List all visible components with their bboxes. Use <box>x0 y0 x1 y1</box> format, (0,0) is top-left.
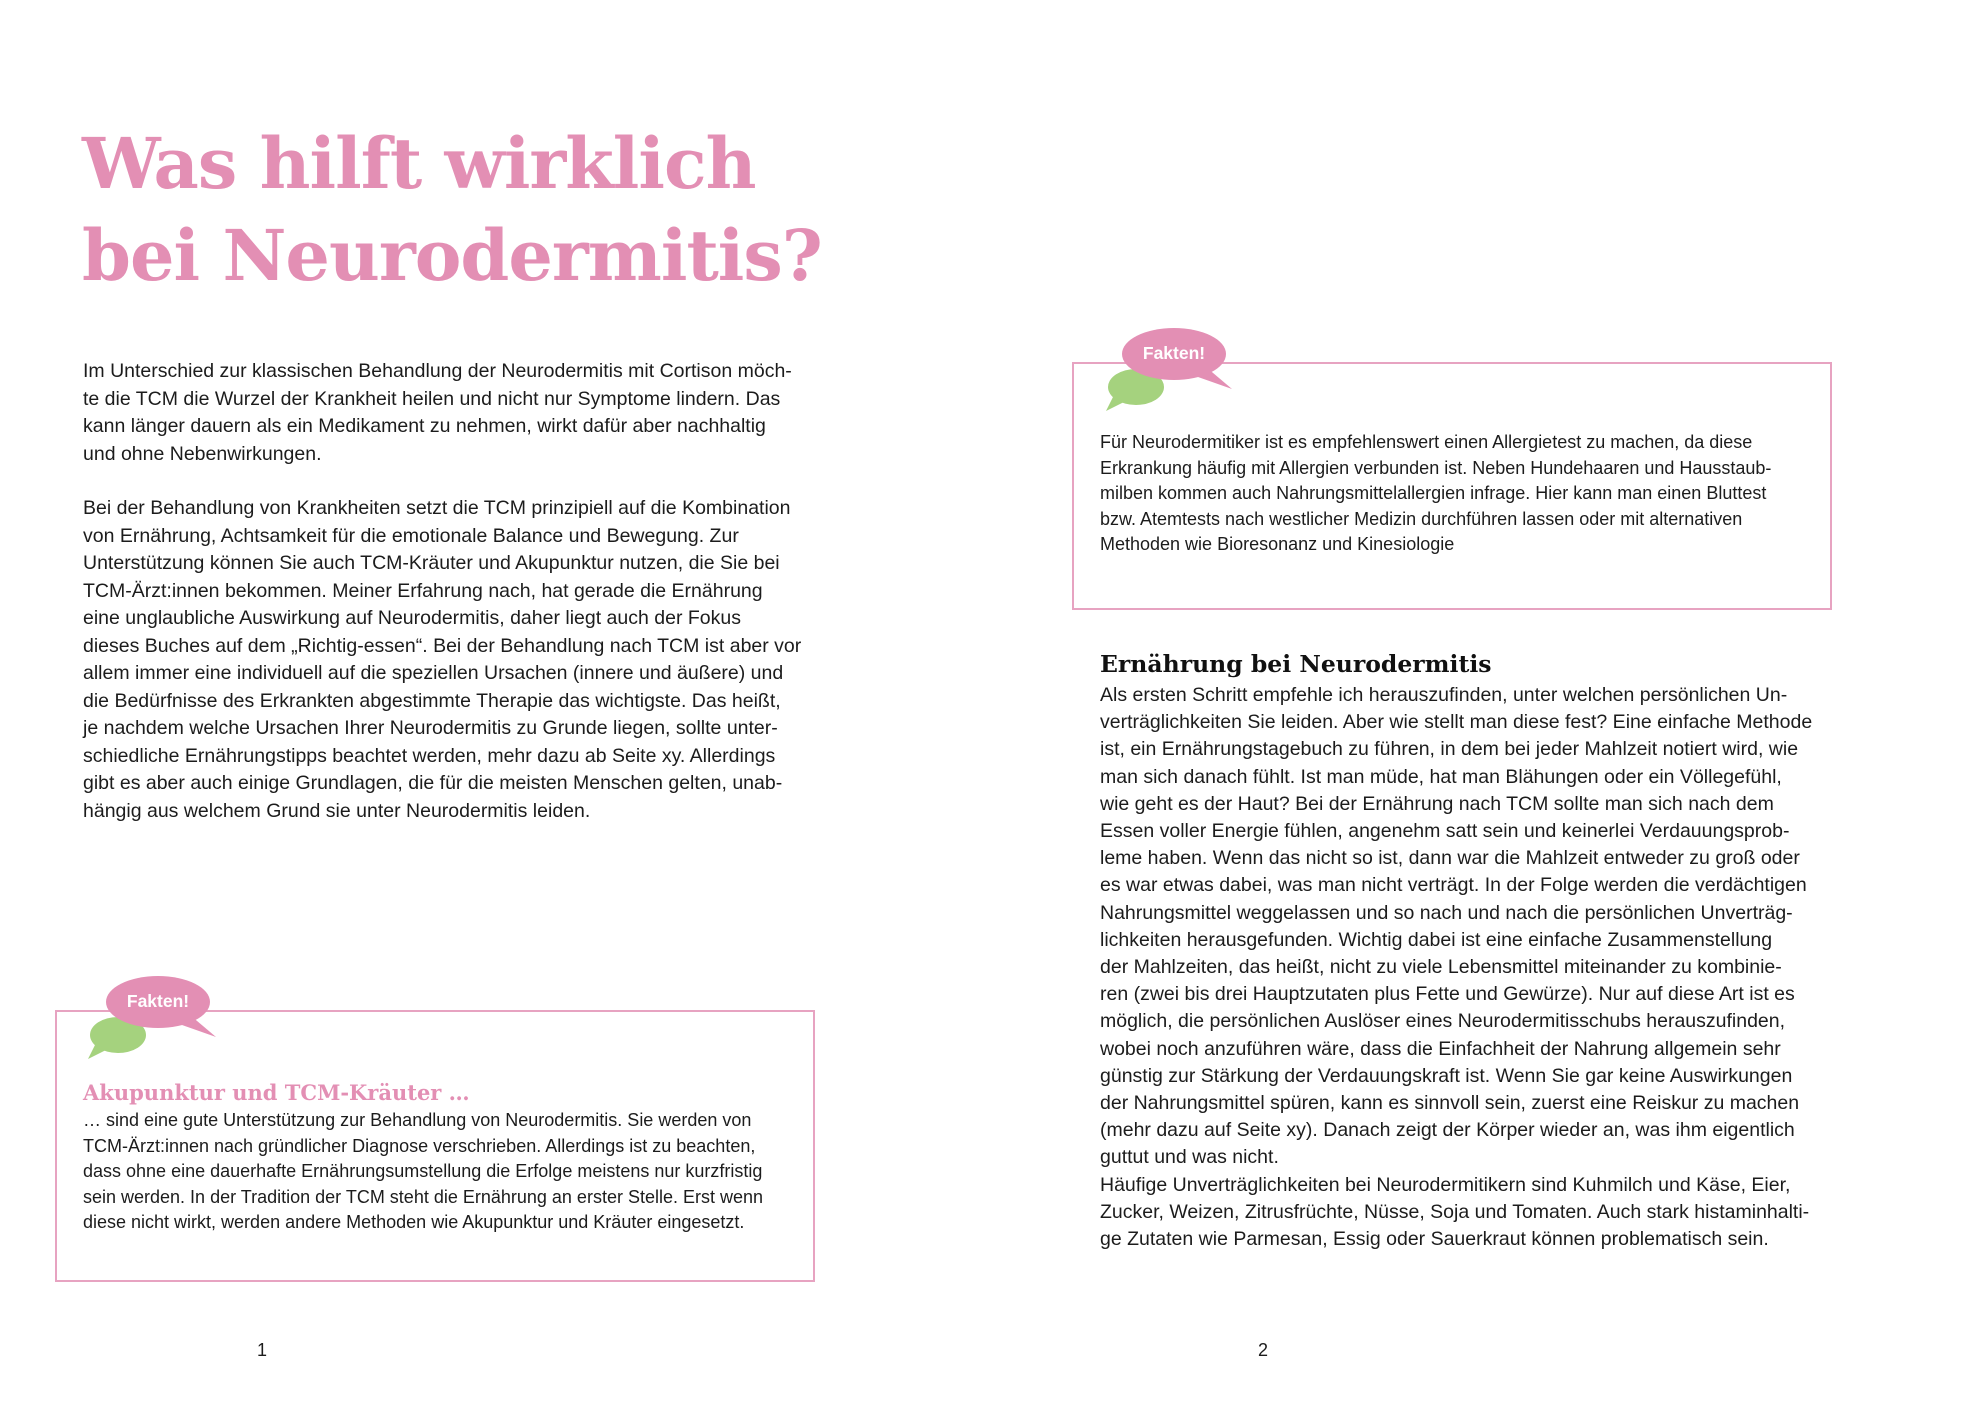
text-line: es war etwas dabei, was man nicht verträgt. In der Folge werden die verdächtigen <box>1100 874 1807 897</box>
text-line: Bei der Behandlung von Krankheiten setzt die TCM prinzipiell auf die Kombination <box>83 497 791 519</box>
text-line: von Ernährung, Achtsamkeit für die emotionale Balance und Bewegung. Zur <box>83 524 739 547</box>
text-line: leme haben. Wenn das nicht so ist, dann war die Mahlzeit entweder zu groß oder <box>1100 847 1800 870</box>
text-line: Methoden wie Bioresonanz und Kinesiologie <box>1100 534 1455 555</box>
text-line: möglich, die persönlichen Auslöser eines Neurodermitisschubs herauszufinden, <box>1100 1010 1786 1033</box>
text-line: Nahrungsmittel weggelassen und so nach und nach die persönlichen Unverträg- <box>1100 901 1793 924</box>
text-line: Im Unterschied zur klassischen Behandlung der Neurodermitis mit Cortison möch- <box>83 360 792 382</box>
text-line: allem immer eine individuell auf die speziellen Ursachen (innere und äußere) und <box>83 662 784 684</box>
text-line: lichkeiten herausgefunden. Wichtig dabei ist eine einfache Zusammenstellung <box>1100 928 1773 951</box>
fact-box-right-text <box>1100 430 1771 558</box>
fact-box-left-heading: Akupunktur und TCM-Kräuter … <box>83 1080 470 1105</box>
text-line: Für Neurodermitiker ist es empfehlenswert einen Allergietest zu machen, da diese <box>1100 432 1753 452</box>
text-line: gibt es aber auch einige Grundlagen, die für die meisten Menschen gelten, unab- <box>83 772 783 794</box>
section-body <box>1100 682 1840 1253</box>
text-line: Als ersten Schritt empfehle ich herauszufinden, unter welchen persönlichen Un- <box>1100 684 1788 706</box>
text-line: dieses Buches auf dem „Richtig-essen“. Bei der Behandlung nach TCM ist aber vor <box>83 634 802 657</box>
section-heading: Ernährung bei Neurodermitis <box>1100 650 1492 678</box>
text-line: ren (zwei bis drei Hauptzutaten plus Fette und Gewürze). Nur auf diese Art ist es <box>1100 983 1795 1006</box>
page-number-right: 2 <box>1258 1340 1269 1360</box>
text-line: Erkrankung häufig mit Allergien verbunden ist. Neben Hundehaaren und Hausstaub- <box>1100 457 1772 478</box>
text-line: … sind eine gute Unterstützung zur Behandlung von Neurodermitis. Sie werden von <box>83 1110 752 1130</box>
text-line: TCM-Ärzt:innen bekommen. Meiner Erfahrung nach, hat gerade die Ernährung <box>83 579 763 602</box>
fact-box-left-text <box>83 1108 763 1236</box>
page-title <box>82 118 822 302</box>
text-line: verträglichkeiten Sie leiden. Aber wie stellt man diese fest? Eine einfache Methode <box>1100 711 1813 734</box>
text-line: je nachdem welche Ursachen Ihrer Neurodermitis zu Grunde liegen, sollte unter- <box>83 717 778 739</box>
intro-paragraph-2 <box>83 495 823 825</box>
text-line: der Nahrungsmittel spüren, kann es sinnvoll sein, zuerst eine Reiskur zu machen <box>1100 1092 1800 1115</box>
text-line: der Mahlzeiten, das heißt, nicht zu viele Lebensmittel miteinander zu kombinie- <box>1100 956 1782 979</box>
text-line: sein werden. In der Tradition der TCM steht die Ernährung an erster Stelle. Erst wenn <box>83 1186 764 1207</box>
text-line: Häufige Unverträglichkeiten bei Neurodermitikern sind Kuhmilch und Käse, Eier, <box>1100 1173 1791 1196</box>
text-line: hängig aus welchem Grund sie unter Neurodermitis leiden. <box>83 799 591 822</box>
text-line: und ohne Nebenwirkungen. <box>83 442 322 465</box>
text-line: günstig zur Stärkung der Verdauungskraft ist. Wenn Sie gar keine Auswirkungen <box>1100 1064 1793 1087</box>
text-line: kann länger dauern als ein Medikament zu nehmen, wirkt dafür aber nachhaltig <box>83 415 766 437</box>
text-line: Zucker, Weizen, Zitrusfrüchte, Nüsse, Soja und Tomaten. Auch stark histaminhalti- <box>1100 1200 1810 1223</box>
text-line: guttut und was nicht. <box>1100 1146 1279 1169</box>
text-line: ist, ein Ernährungstagebuch zu führen, in dem bei jeder Mahlzeit notiert wird, wie <box>1100 738 1799 761</box>
text-line: schiedliche Ernährungstipps beachtet werden, mehr dazu ab Seite xy. Allerdings <box>83 744 776 767</box>
page-number-left: 1 <box>257 1340 268 1360</box>
text-line: Essen voller Energie fühlen, angenehm satt sein und keinerlei Verdauungsprob- <box>1100 820 1790 843</box>
text-line: eine unglaubliche Auswirkung auf Neurodermitis, daher liegt auch der Fokus <box>83 607 741 629</box>
text-line: milben kommen auch Nahrungsmittelallergien infrage. Hier kann man einen Bluttest <box>1100 483 1767 504</box>
text-line: dass ohne eine dauerhafte Ernährungsumstellung die Erfolge meistens nur kurzfristig <box>83 1161 763 1182</box>
text-line: TCM-Ärzt:innen nach gründlicher Diagnose verschrieben. Allerdings ist zu beachten, <box>83 1135 756 1156</box>
fakten-badge-left: Fakten! <box>126 991 190 1011</box>
text-line: diese nicht wirkt, werden andere Methoden wie Akupunktur und Kräuter eingesetzt. <box>83 1212 745 1233</box>
text-line: (mehr dazu auf Seite xy). Danach zeigt der Körper wieder an, was ihm eigentlich <box>1100 1119 1795 1142</box>
text-line: bzw. Atemtests nach westlicher Medizin durchführen lassen oder mit alternativen <box>1100 508 1743 529</box>
text-line: te die TCM die Wurzel der Krankheit heilen und nicht nur Symptome lindern. Das <box>83 387 781 410</box>
text-line: man sich danach fühlt. Ist man müde, hat man Blähungen oder ein Völlegefühl, <box>1100 765 1782 788</box>
page-title-line-1: Was hilft wirklich <box>82 122 756 205</box>
text-line: wobei noch anzuführen wäre, dass die Einfachheit der Nahrung allgemein sehr <box>1100 1037 1781 1060</box>
page-title-line-2: bei Neurodermitis? <box>82 214 822 297</box>
intro-paragraph-1 <box>83 358 823 468</box>
text-line: die Bedürfnisse des Erkrankten abgestimmte Therapie das wichtigste. Das heißt, <box>83 689 781 712</box>
text-line: wie geht es der Haut? Bei der Ernährung nach TCM sollte man sich nach dem <box>1100 792 1774 815</box>
text-line: Unterstützung können Sie auch TCM-Kräuter und Akupunktur nutzen, die Sie bei <box>83 552 780 574</box>
fakten-badge-right: Fakten! <box>1142 343 1206 363</box>
text-line: ge Zutaten wie Parmesan, Essig oder Sauerkraut können problematisch sein. <box>1100 1228 1769 1251</box>
